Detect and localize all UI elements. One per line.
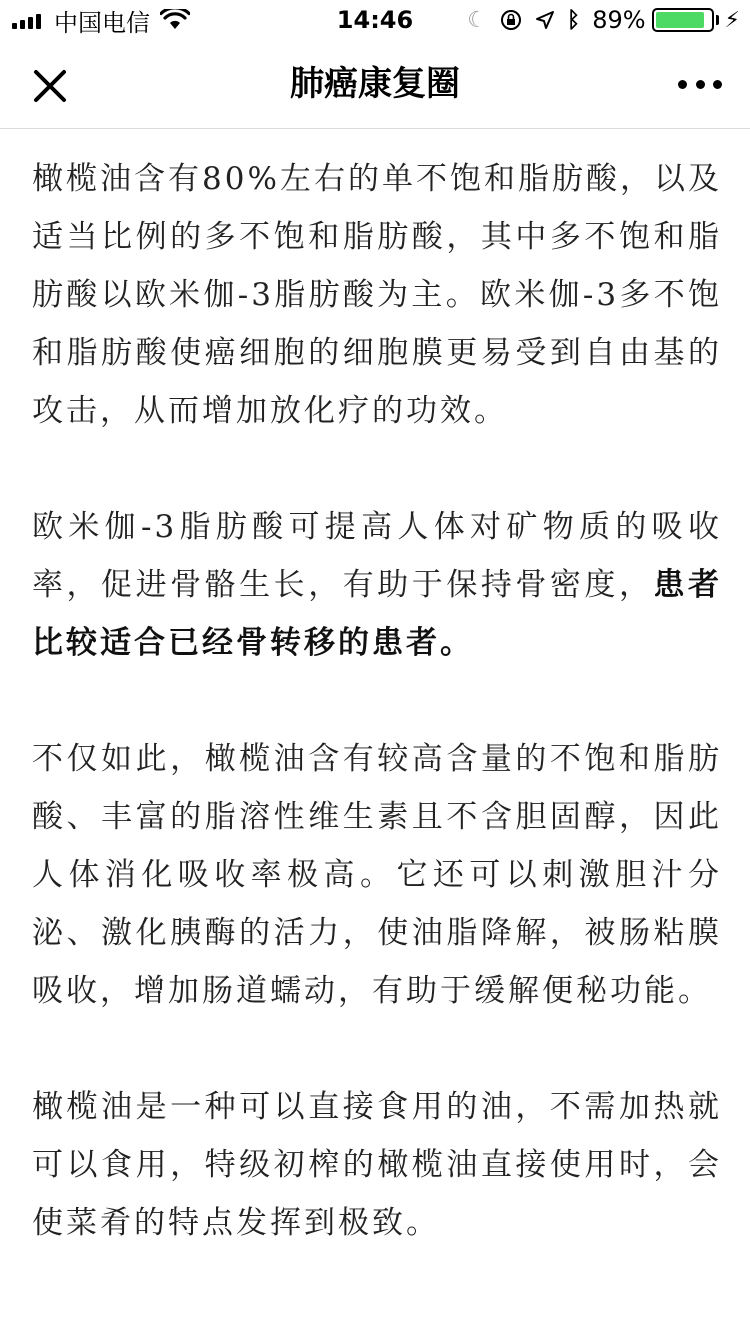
moon-icon: ☾: [467, 7, 487, 33]
article-paragraph-3: 不仅如此，橄榄油含有较高含量的不饱和脂肪酸、丰富的脂溶性维生素且不含胆固醇，因此人体消化吸收率极高。它还可以刺激胆汁分泌、激化胰酶的活力，使油脂降解，被肠粘膜吸收，增加肠道蠕动，有助于缓解便秘功能。: [32, 741, 722, 1009]
battery-percent: 89%: [592, 6, 646, 34]
navigation-bar: [0, 40, 750, 129]
article-paragraph-1: 橄榄油含有80%左右的单不饱和脂肪酸，以及适当比例的多不饱和脂肪酸，其中多不饱和脂肪酸以欧米伽-3脂肪酸为主。欧米伽-3多不饱和脂肪酸使癌细胞的细胞膜更易受到自由基的攻击，从而增加放化疗的功效。: [32, 161, 722, 429]
orientation-lock-icon: [499, 8, 523, 32]
bluetooth-icon: ᛒ: [567, 7, 581, 33]
charging-icon: ⚡: [724, 7, 740, 33]
status-right: [455, 0, 740, 40]
article-paragraph-2: [32, 498, 722, 672]
article-paragraph-2-bold: 患者比较适合已经骨转移的患者。: [32, 567, 723, 661]
location-icon: [535, 10, 555, 30]
article-content: [32, 130, 722, 1252]
battery-tip: [716, 15, 719, 25]
page-title: 肺癌康复圈: [290, 64, 460, 104]
more-icon[interactable]: [678, 78, 722, 90]
status-time: 14:46: [336, 6, 414, 34]
battery-fill: [656, 12, 704, 28]
battery-icon: [652, 8, 714, 32]
article-paragraph-2-text: 欧米伽-3脂肪酸可提高人体对矿物质的吸收率，促进骨骼生长，有助于保持骨密度，: [32, 509, 722, 603]
status-bar: [0, 0, 750, 40]
carrier-label: 中国电信: [54, 8, 150, 37]
article-paragraph-4: 橄榄油是一种可以直接食用的油，不需加热就可以食用，特级初榨的橄榄油直接使用时，会使菜肴的特点发挥到极致。: [32, 1089, 722, 1241]
